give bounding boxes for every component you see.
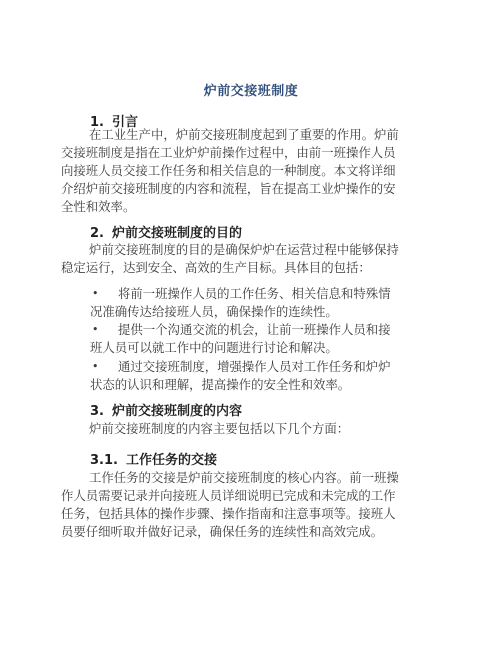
section-heading-2: [90, 222, 242, 241]
section-number: 2.: [90, 226, 104, 241]
section-title: 炉前交接班制度的目的: [111, 226, 242, 241]
bullet-line: 通过交接班制度，增强操作人员对工作任务和炉炉: [118, 359, 391, 374]
section-paragraph-2: [61, 241, 435, 277]
bullet-item: [90, 321, 435, 357]
paragraph-line: 工作任务的交接是炉前交接班制度的核心内容。前一班操: [89, 470, 399, 485]
section-paragraph-1: [61, 126, 435, 216]
section-number: 3.1.: [90, 453, 118, 468]
section-heading-3-1: [90, 449, 217, 468]
paragraph-line: 炉前交接班制度的内容主要包括以下几个方面：: [89, 421, 350, 436]
bullet-icon: •: [92, 287, 99, 300]
bullet-line: 将前一班操作人员的工作任务、相关信息和特殊情: [118, 286, 391, 301]
paragraph-line: 交接班制度是指在工业炉炉前操作过程中，由前一班操作人员: [61, 145, 396, 160]
paragraph-line: 任务，包括具体的操作步骤、操作指南和注意事项等。接班人: [61, 506, 396, 521]
paragraph-line: 介绍炉前交接班制度的内容和流程，旨在提高工业炉操作的安: [61, 181, 396, 196]
bullet-line: 况准确传达给接班人员，确保操作的连续性。: [90, 304, 338, 319]
section-title: 引言: [111, 115, 138, 130]
section-number: 1.: [90, 115, 104, 130]
section-paragraph-3-1: [61, 469, 435, 541]
bullet-item: [90, 285, 435, 321]
paragraph-line: 作人员需要记录并向接班人员详细说明已完成和未完成的工作: [61, 488, 396, 503]
bullet-item: [90, 358, 435, 394]
bullet-line: 提供一个沟通交流的机会，让前一班操作人员和接: [118, 322, 391, 337]
paragraph-line: 稳定运行，达到安全、高效的生产目标。具体目的包括：: [61, 260, 371, 275]
section-heading-3: [90, 400, 242, 419]
bullet-icon: •: [92, 360, 99, 373]
paragraph-line: 在工业生产中，炉前交接班制度起到了重要的作用。炉前: [89, 127, 399, 142]
section-title: 炉前交接班制度的内容: [111, 404, 242, 419]
paragraph-line: 向接班人员交接工作任务和相关信息的一种制度。本文将详细: [61, 163, 396, 178]
bullet-line: 班人员可以就工作中的问题进行讨论和解决。: [90, 340, 338, 355]
paragraph-line: 员要仔细听取并做好记录，确保任务的连续性和高效完成。: [61, 524, 384, 539]
document-title: 炉前交接班制度: [203, 84, 299, 99]
section-title: 工作任务的交接: [125, 453, 217, 468]
paragraph-line: 全性和效率。: [61, 199, 136, 214]
section-paragraph-3: [61, 420, 435, 438]
bullet-icon: •: [92, 323, 99, 336]
bullet-line: 状态的认识和理解，提高操作的安全性和效率。: [90, 377, 351, 392]
paragraph-line: 炉前交接班制度的目的是确保炉炉在运营过程中能够保持: [89, 242, 399, 257]
section-number: 3.: [90, 404, 104, 419]
